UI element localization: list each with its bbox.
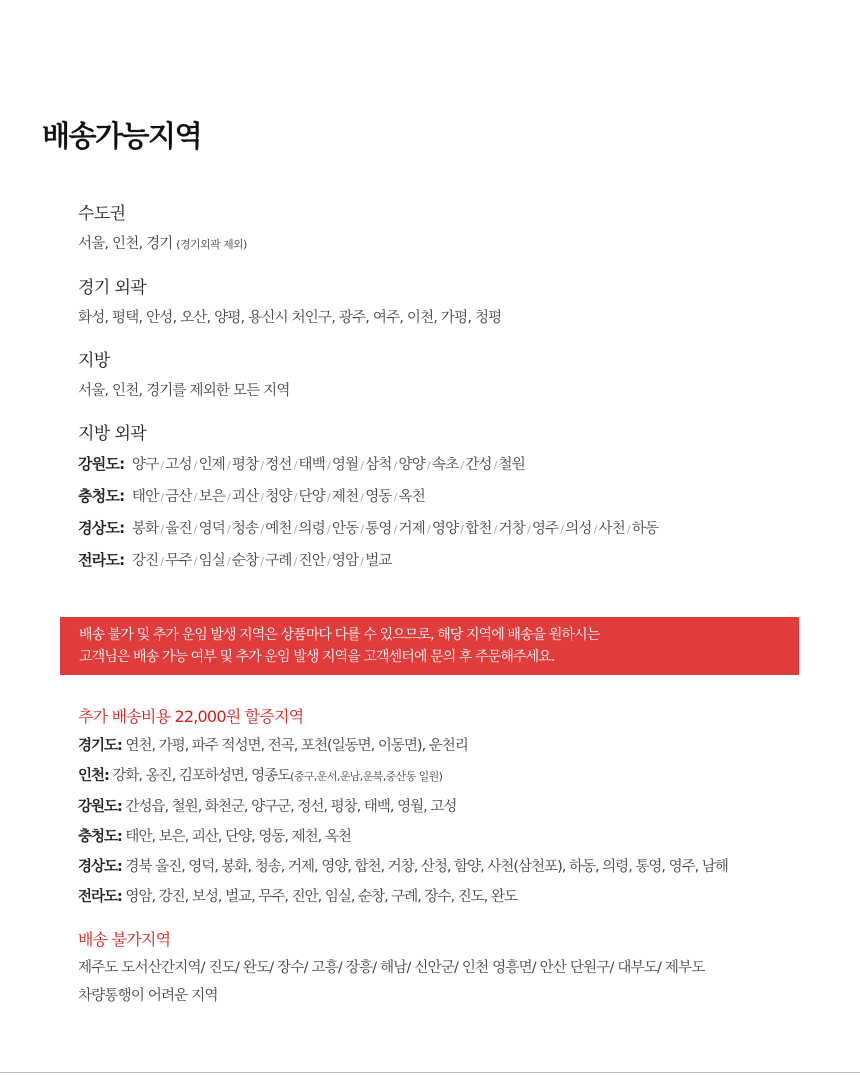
- place-name: 영월: [331, 457, 359, 473]
- place-name: 청송: [231, 521, 259, 537]
- capital-note: (경기외곽 제외): [176, 238, 247, 251]
- notice-line-2: 고객님은 배송 가능 여부 및 추가 운임 발생 지역을 고객센터에 문의 후 주문해주세요.: [79, 649, 555, 665]
- separator: /: [260, 523, 264, 536]
- place-name: 옥천: [398, 489, 425, 505]
- place-name: 태안: [131, 489, 159, 505]
- separator: /: [493, 459, 497, 472]
- place-name: 진안: [298, 553, 325, 569]
- no-delivery-line-2: 차량통행이 어려운 지역: [78, 988, 218, 1004]
- separator: /: [260, 459, 264, 472]
- local-outer-section: [78, 423, 658, 577]
- place-name: 의성: [565, 521, 592, 537]
- extra-fee-row: [78, 822, 728, 852]
- place-name: 청양: [265, 489, 292, 505]
- separator: /: [293, 555, 297, 568]
- place-name: 속초: [431, 457, 459, 473]
- separator: /: [360, 555, 364, 568]
- extra-fee-row: [78, 761, 728, 792]
- separator: /: [326, 555, 330, 568]
- capital-text: [78, 233, 247, 256]
- fee-region-areas: 간성읍, 철원, 화천군, 양구군, 정선, 평창, 태백, 영월, 고성: [121, 799, 457, 815]
- place-name: 영암: [331, 553, 359, 569]
- region-name: 전라도:: [78, 551, 125, 569]
- place-name: 사천: [598, 521, 625, 537]
- local-outer-region-row: [78, 545, 658, 577]
- separator: /: [160, 459, 164, 472]
- place-name: 거제: [398, 521, 425, 537]
- place-name: 괴산: [231, 489, 259, 505]
- place-name: 의령: [298, 521, 325, 537]
- place-name: 통영: [365, 521, 392, 537]
- separator: /: [293, 523, 297, 536]
- place-name: 강진: [131, 553, 159, 569]
- place-name: 영양: [431, 521, 459, 537]
- place-name: 양양: [398, 457, 425, 473]
- extra-fee-region-list: [78, 731, 728, 912]
- gyeonggi-outer-text: 화성, 평택, 안성, 오산, 양평, 용신시 처인구, 광주, 여주, 이천, 가평, 청평: [78, 310, 502, 326]
- separator: /: [326, 491, 330, 504]
- place-name: 하동: [631, 521, 659, 537]
- local-section: [78, 350, 290, 402]
- separator: /: [160, 491, 164, 504]
- local-outer-region-row: [78, 513, 658, 545]
- separator: /: [160, 555, 164, 568]
- separator: /: [526, 523, 530, 536]
- fee-region-areas: 영암, 강진, 보성, 벌교, 무주, 진안, 임실, 순창, 구례, 장수, 진도, 완도: [121, 889, 518, 905]
- place-name: 태백: [298, 457, 325, 473]
- place-name: 금산: [165, 489, 192, 505]
- separator: /: [193, 459, 197, 472]
- local-outer-region-list: [78, 449, 658, 577]
- region-name: 충청도:: [78, 487, 125, 505]
- local-outer-region-row: [78, 449, 658, 481]
- separator: /: [393, 459, 397, 472]
- separator: /: [226, 491, 230, 504]
- separator: /: [326, 523, 330, 536]
- separator: /: [393, 523, 397, 536]
- fee-region-areas: 태안, 보은, 괴산, 단양, 영동, 제천, 옥천: [121, 829, 351, 845]
- separator: /: [160, 523, 164, 536]
- place-name: 간성: [465, 457, 492, 473]
- separator: /: [293, 491, 297, 504]
- separator: /: [460, 523, 464, 536]
- separator: /: [193, 491, 197, 504]
- place-name: 예천: [265, 521, 292, 537]
- local-text: 서울, 인천, 경기를 제외한 모든 지역: [78, 383, 290, 399]
- place-name: 무주: [165, 553, 192, 569]
- fee-region-areas: 강화, 옹진, 김포하성면, 영종도: [108, 768, 291, 784]
- place-name: 울진: [165, 521, 192, 537]
- place-name: 임실: [198, 553, 225, 569]
- region-name: 강원도:: [78, 455, 125, 473]
- place-name: 구례: [265, 553, 292, 569]
- notice-line-1: 배송 불가 및 추가 운임 발생 지역은 상품마다 다를 수 있으므로, 해당 지역에 배송을 원하시는: [79, 627, 600, 643]
- separator: /: [193, 555, 197, 568]
- separator: /: [426, 459, 430, 472]
- place-name: 양구: [131, 457, 159, 473]
- extra-fee-section: [78, 706, 728, 912]
- separator: /: [460, 459, 464, 472]
- place-name: 삼척: [365, 457, 392, 473]
- place-name: 안동: [331, 521, 359, 537]
- separator: /: [593, 523, 597, 536]
- place-name: 봉화: [131, 521, 159, 537]
- local-outer-region-row: [78, 481, 658, 513]
- place-name: 제천: [331, 489, 359, 505]
- place-name: 평창: [231, 457, 259, 473]
- separator: /: [226, 555, 230, 568]
- local-heading: 지방: [78, 351, 110, 371]
- gyeonggi-outer-heading: 경기 외곽: [78, 278, 147, 298]
- extra-fee-row: [78, 792, 728, 822]
- page-title: 배송가능지역: [42, 119, 202, 153]
- local-outer-heading: 지방 외곽: [78, 424, 147, 444]
- separator: /: [226, 459, 230, 472]
- separator: /: [626, 523, 630, 536]
- fee-region-name: 인천:: [78, 768, 109, 784]
- capital-areas: 서울, 인천, 경기: [78, 236, 173, 252]
- place-name: 영덕: [198, 521, 225, 537]
- separator: /: [360, 523, 364, 536]
- place-name: 철원: [498, 457, 525, 473]
- place-name: 벌교: [365, 553, 392, 569]
- separator: /: [360, 491, 364, 504]
- fee-region-name: 전라도:: [78, 889, 122, 905]
- separator: /: [326, 459, 330, 472]
- fee-region-name: 충청도:: [78, 829, 122, 845]
- separator: /: [560, 523, 564, 536]
- place-name: 고성: [165, 457, 192, 473]
- fee-region-name: 경상도:: [78, 859, 122, 875]
- place-name: 영주: [531, 521, 559, 537]
- place-name: 단양: [298, 489, 325, 505]
- no-delivery-line-1: 제주도 도서산간지역/ 진도/ 완도/ 장수/ 고흥/ 장흥/ 해남/ 신안군/ 인천 영흥면/ 안산 단원구/ 대부도/ 제부도: [78, 960, 705, 976]
- separator: /: [360, 459, 364, 472]
- bottom-divider: [0, 1072, 860, 1073]
- place-name: 인제: [198, 457, 225, 473]
- extra-fee-heading: 추가 배송비용 22,000원 할증지역: [78, 707, 304, 726]
- capital-section: [78, 203, 247, 256]
- fee-region-note: (중구,운서,운남,운북,중산동 일원): [290, 770, 443, 783]
- place-name: 정선: [265, 457, 292, 473]
- separator: /: [426, 523, 430, 536]
- separator: /: [260, 491, 264, 504]
- fee-region-name: 경기도:: [78, 738, 122, 754]
- fee-region-areas: 경북 울진, 영덕, 봉화, 청송, 거제, 영양, 합천, 거창, 산청, 함양, 사천(삼천포), 하동, 의령, 통영, 영주, 남해: [121, 859, 728, 875]
- separator: /: [226, 523, 230, 536]
- separator: /: [393, 491, 397, 504]
- place-name: 거창: [498, 521, 525, 537]
- fee-region-name: 강원도:: [78, 799, 122, 815]
- extra-fee-row: [78, 852, 728, 882]
- capital-heading: 수도권: [78, 204, 126, 224]
- place-name: 순창: [231, 553, 259, 569]
- place-name: 영동: [365, 489, 392, 505]
- region-name: 경상도:: [78, 519, 125, 537]
- fee-region-areas: 연천, 가평, 파주 적성면, 전곡, 포천(일동면, 이동면), 운천리: [121, 738, 468, 754]
- separator: /: [193, 523, 197, 536]
- separator: /: [493, 523, 497, 536]
- no-delivery-heading: 배송 불가지역: [78, 930, 171, 949]
- separator: /: [293, 459, 297, 472]
- notice-banner: [60, 617, 799, 675]
- place-name: 보은: [198, 489, 225, 505]
- separator: /: [260, 555, 264, 568]
- gyeonggi-outer-section: [78, 277, 501, 329]
- extra-fee-row: [78, 731, 728, 761]
- extra-fee-row: [78, 882, 728, 912]
- place-name: 합천: [465, 521, 492, 537]
- no-delivery-section: [78, 929, 705, 1007]
